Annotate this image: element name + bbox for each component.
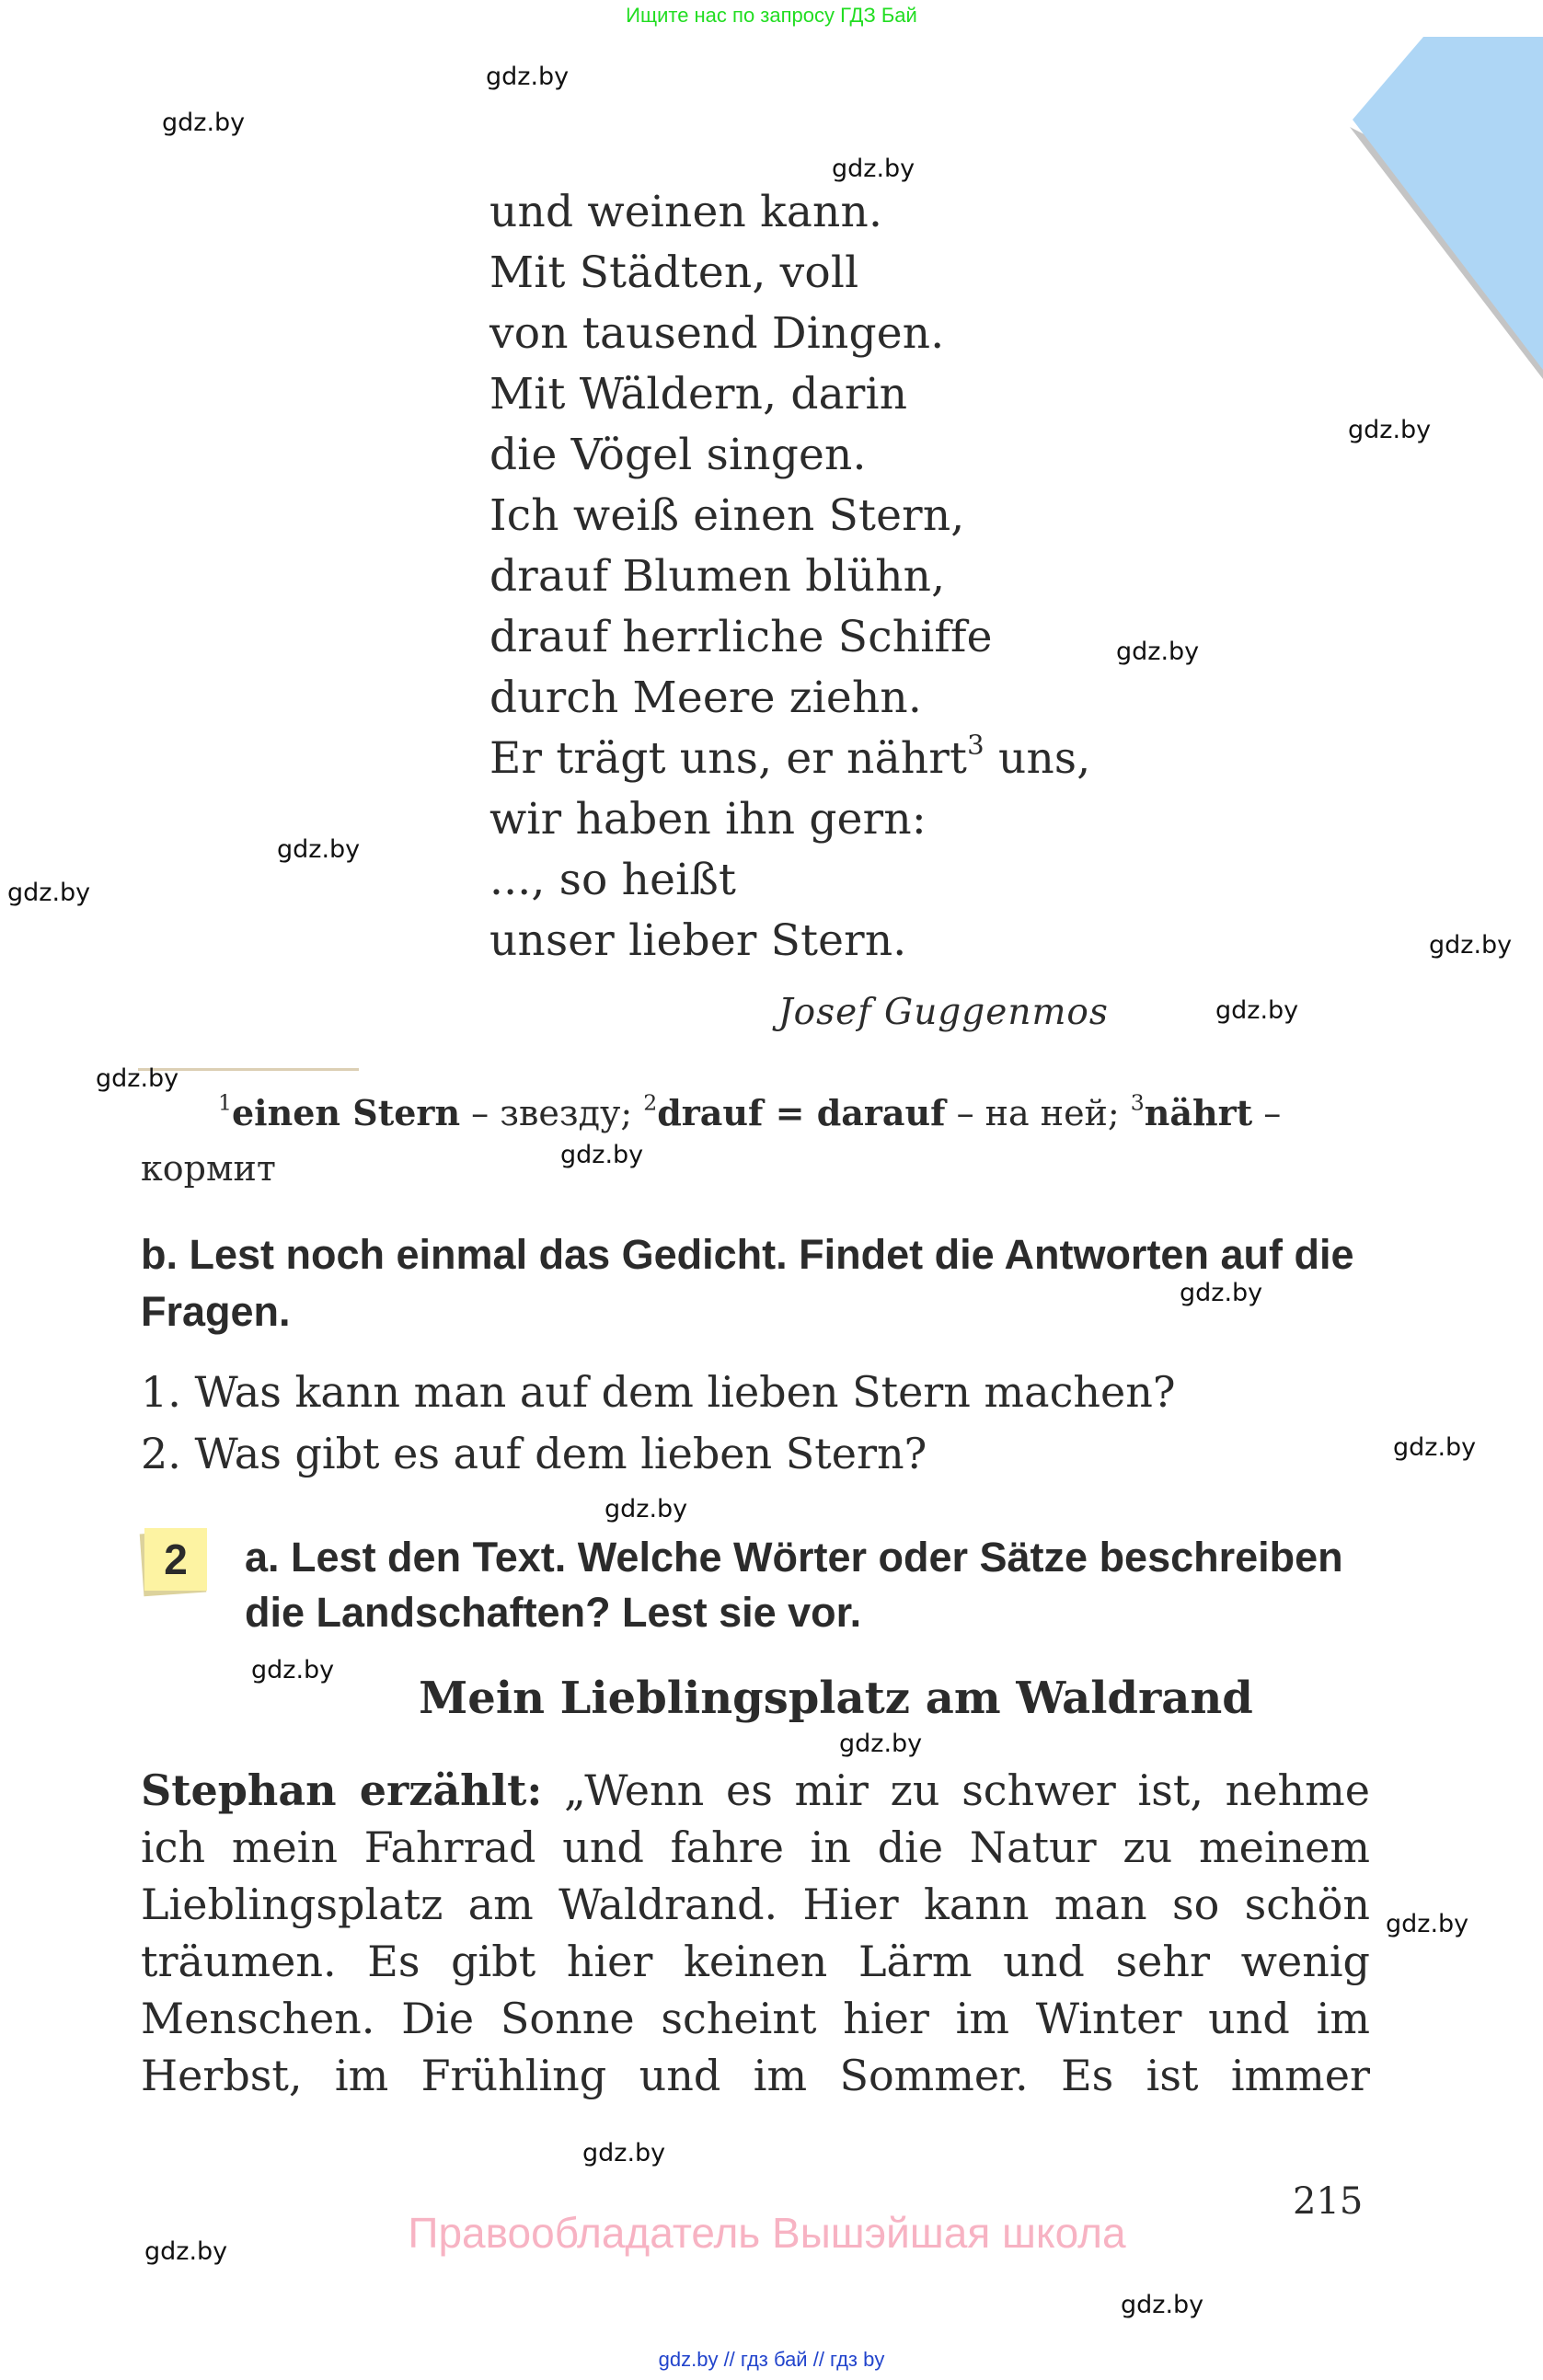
footnote-term: einen Stern <box>231 1092 461 1133</box>
footnote-term: drauf = darauf <box>657 1092 946 1133</box>
watermark: gdz.by <box>162 109 246 137</box>
text-title: Mein Lieblingsplatz am Waldrand <box>419 1673 1253 1724</box>
exercise-number-badge <box>144 1528 207 1591</box>
text-line: Herbst, im Frühling und im Sommer. Es ist immer <box>141 2051 1370 2100</box>
poem-author: Josef Guggenmos <box>778 992 1109 1033</box>
task-b-instruction: b. Lest noch einmal das Gedicht. Findet die Antworten auf die Fragen. <box>141 1231 1354 1335</box>
footnote-translation: – на ней; <box>945 1093 1131 1133</box>
watermark: gdz.by <box>1386 1910 1469 1938</box>
watermark: gdz.by <box>277 835 361 864</box>
watermark: gdz.by <box>1180 1279 1263 1307</box>
watermark: gdz.by <box>1215 996 1299 1025</box>
question-item: 1. Was kann man auf dem lieben Stern machen? <box>141 1367 1176 1417</box>
text-line: Menschen. Die Sonne scheint hier im Winter und im <box>141 1994 1370 2043</box>
watermark: gdz.by <box>7 879 91 907</box>
text-line: Lieblingsplatz am Waldrand. Hier kann man so schön <box>141 1880 1370 1929</box>
bottom-links[interactable]: gdz.by // гдз бай // гдз by <box>658 2348 885 2371</box>
watermark: gdz.by <box>560 1141 644 1169</box>
speaker: Stephan erzählt: <box>141 1765 543 1815</box>
text-line: träumen. Es gibt hier keinen Lärm und sehr wenig <box>141 1937 1370 1986</box>
poem-line-tail: uns, <box>984 733 1091 784</box>
watermark: gdz.by <box>144 2237 228 2266</box>
footnote-number: 2 <box>643 1089 658 1116</box>
footnotes <box>141 1086 1374 1196</box>
text-line <box>141 1762 1370 1819</box>
poem-line: wir haben ihn gern: <box>489 794 927 845</box>
footnote-marker: 3 <box>967 729 985 761</box>
watermark: gdz.by <box>832 155 915 183</box>
poem-line: drauf Blumen blühn, <box>489 551 946 602</box>
poem-line: Mit Wäldern, darin <box>489 369 908 420</box>
watermark: gdz.by <box>96 1064 179 1093</box>
watermark: gdz.by <box>1348 416 1432 444</box>
poem-line-text: Er trägt uns, er nährt <box>489 733 968 784</box>
page-number: 215 <box>1293 2180 1364 2223</box>
footnote-translation: – звезду; <box>460 1093 644 1133</box>
corner-decoration <box>1341 37 1543 386</box>
poem-line: Mit Städten, voll <box>489 247 859 298</box>
copyright-notice: Правообладатель Вышэйшая школа <box>408 2209 1126 2257</box>
watermark: gdz.by <box>839 1730 923 1758</box>
poem-line: durch Meere ziehn. <box>489 673 923 723</box>
footnote-translation: – кормит <box>141 1093 1282 1189</box>
watermark: gdz.by <box>1116 638 1200 666</box>
badge-number: 2 <box>144 1528 207 1591</box>
footnote-term: nährt <box>1144 1092 1253 1133</box>
poem <box>489 182 1090 972</box>
reading-text <box>141 1762 1370 2104</box>
footnote-number: 3 <box>1130 1089 1145 1116</box>
watermark: gdz.by <box>605 1495 688 1523</box>
poem-line: Ich weiß einen Stern, <box>489 490 965 541</box>
text-line-content: „Wenn es mir zu schwer ist, nehme <box>542 1765 1371 1815</box>
watermark: gdz.by <box>582 2139 666 2167</box>
task-a-instruction: a. Lest den Text. Welche Wörter oder Sätze beschreiben die Landschaften? Lest sie vor. <box>245 1534 1343 1636</box>
watermark: gdz.by <box>1393 1433 1477 1462</box>
watermark: gdz.by <box>1121 2291 1204 2319</box>
watermark: gdz.by <box>486 63 570 91</box>
poem-line: von tausend Dingen. <box>489 308 945 359</box>
question-list <box>141 1362 1175 1485</box>
poem-line: die Vögel singen. <box>489 430 867 480</box>
top-search-banner[interactable]: Ищите нас по запросу ГДЗ Бай <box>626 4 917 27</box>
poem-line: unser lieber Stern. <box>489 915 907 966</box>
poem-line: und weinen kann. <box>489 187 883 237</box>
poem-line: ..., so heißt <box>489 855 737 905</box>
poem-line: drauf herrliche Schiffe <box>489 612 993 662</box>
poem-line <box>489 729 1090 789</box>
watermark: gdz.by <box>251 1656 335 1684</box>
question-item: 2. Was gibt es auf dem lieben Stern? <box>141 1429 927 1478</box>
text-line: ich mein Fahrrad und fahre in die Natur zu meinem <box>141 1822 1370 1872</box>
footnote-number: 1 <box>218 1089 232 1116</box>
watermark: gdz.by <box>1429 931 1513 960</box>
